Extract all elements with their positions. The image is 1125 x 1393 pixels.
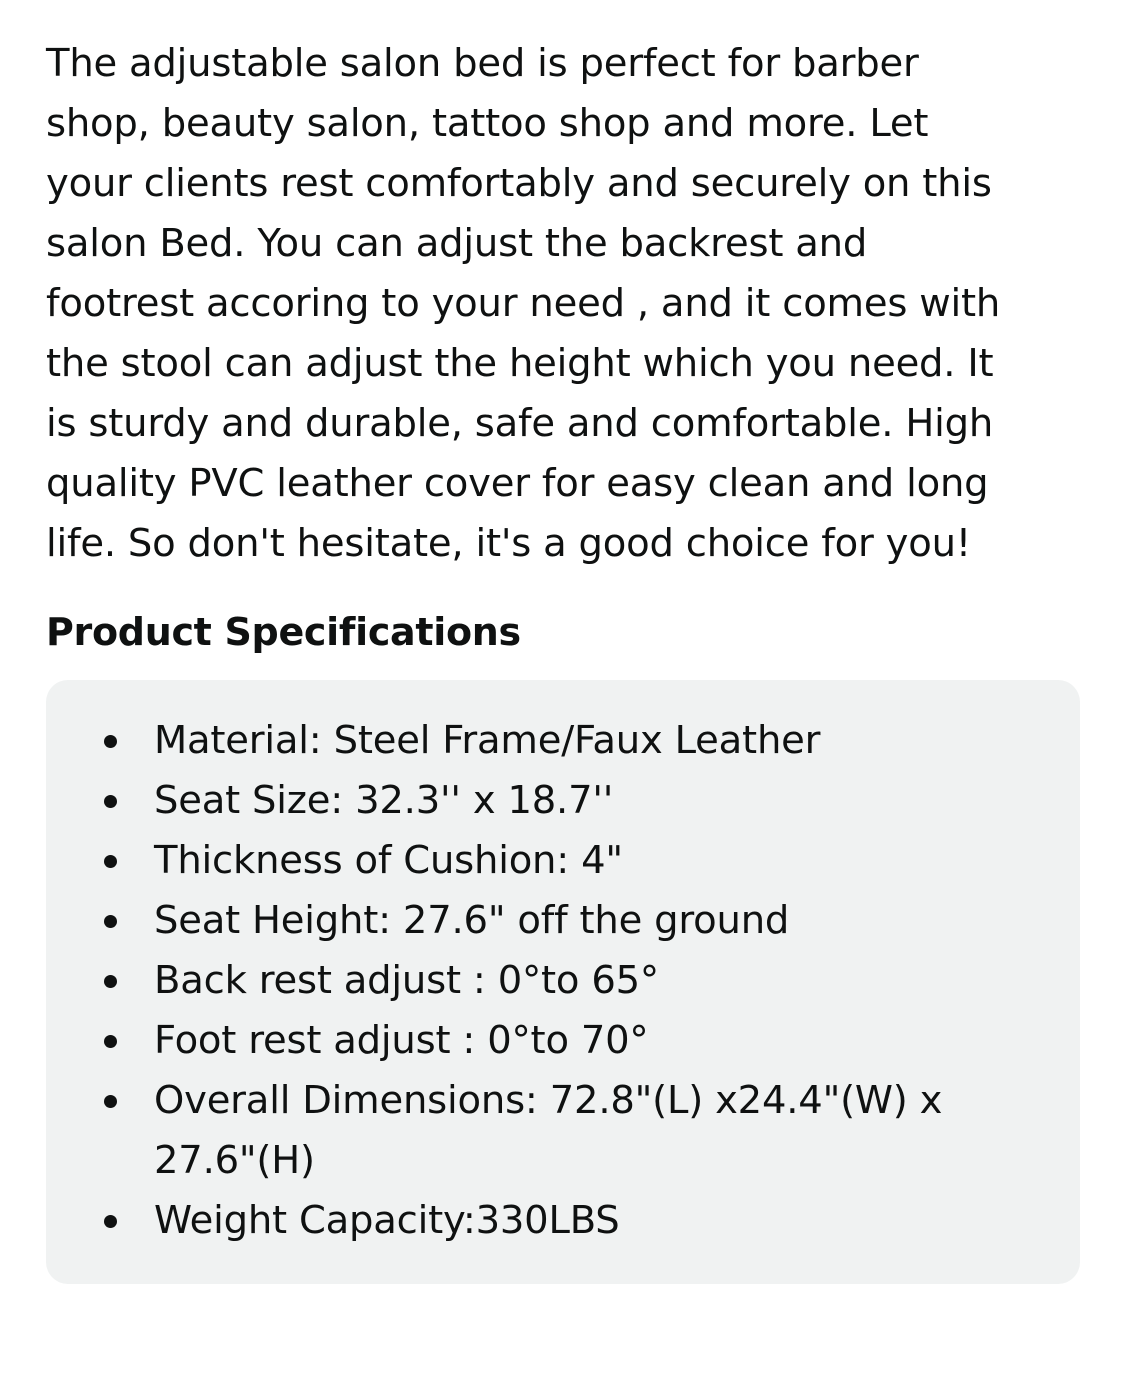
product-description-text: The adjustable salon bed is perfect for barber shop, beauty salon, tattoo shop and more. Let your clients rest comfortably and securely on this salon Bed. You can adjust the backrest and footrest accoring to your need , and it comes with the stool can adjust the height which you need. It is sturdy and durable, safe and comfortable. High quality PVC leather cover for easy clean and long life. So don't hesitate, it's a good choice for you! — [46, 41, 1001, 566]
spec-item-label: Seat Height: 27.6" off the ground — [154, 898, 790, 943]
spec-item-label: Foot rest adjust : 0°to 70° — [154, 1018, 649, 1063]
bullet-icon — [104, 975, 117, 988]
spec-item-label: Seat Size: 32.3'' x 18.7'' — [154, 778, 614, 823]
spec-item-label: Thickness of Cushion: 4" — [154, 838, 623, 883]
spec-item-material — [100, 711, 1040, 771]
bullet-icon — [104, 1095, 117, 1108]
spec-item-label: Material: Steel Frame/Faux Leather — [154, 718, 821, 763]
spec-item-seat-height — [100, 891, 1040, 951]
bullet-icon — [104, 795, 117, 808]
product-specifications-list — [100, 711, 1040, 1251]
bullet-icon — [104, 1035, 117, 1048]
spec-item-back-rest — [100, 951, 1040, 1011]
product-specifications-heading: Product Specifications — [46, 610, 521, 654]
spec-item-seat-size — [100, 771, 1040, 831]
spec-item-cushion-thickness — [100, 831, 1040, 891]
bullet-icon — [104, 855, 117, 868]
product-description-section — [46, 34, 1080, 1284]
bullet-icon — [104, 1215, 117, 1228]
bullet-icon — [104, 915, 117, 928]
spec-item-overall-dimensions — [100, 1071, 1040, 1191]
spec-item-label: Overall Dimensions: 72.8"(L) x24.4"(W) x 27.6"(H) — [154, 1078, 943, 1183]
spec-item-label: Weight Capacity:330LBS — [154, 1198, 620, 1243]
spec-item-foot-rest — [100, 1011, 1040, 1071]
bullet-icon — [104, 735, 117, 748]
spec-item-weight-capacity — [100, 1191, 1040, 1251]
spec-item-label: Back rest adjust : 0°to 65° — [154, 958, 659, 1003]
product-specifications-box — [46, 680, 1080, 1284]
